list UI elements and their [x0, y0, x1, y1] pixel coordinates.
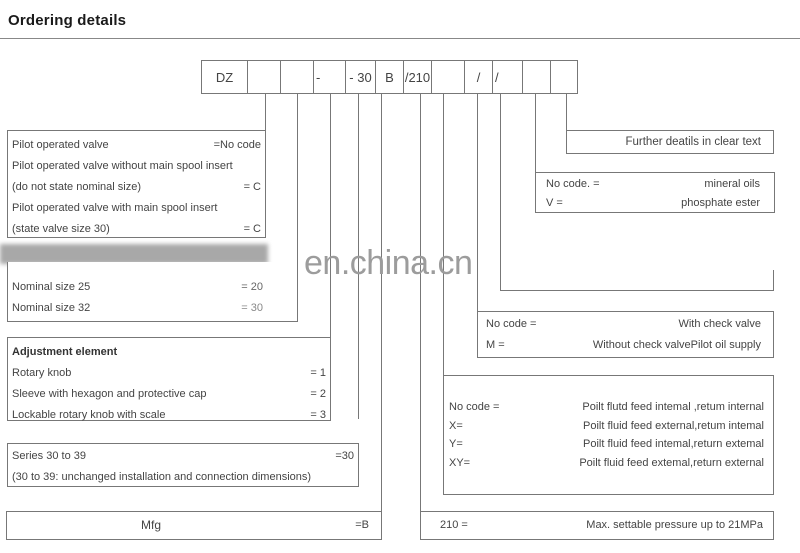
watermark: en.china.cn: [304, 244, 473, 282]
option-row: M = Without check valvePilot oil supply: [486, 338, 761, 351]
option-row: Pilot operated valve =No code: [12, 138, 261, 151]
option-row: Rotary knob = 1: [12, 366, 326, 379]
connector-line: [265, 94, 266, 130]
option-row: XY= Poilt fluid feed extemal,return external: [449, 456, 764, 469]
option-row: Pilot operated valve with main spool insert: [12, 201, 218, 214]
code-cell-series: - 30: [346, 61, 376, 93]
order-code-bar: [201, 60, 578, 94]
code-cell-10: /: [493, 61, 523, 93]
adjustment-element-box: [7, 337, 331, 421]
page-title: Ordering details: [8, 12, 127, 29]
option-row: Series 30 to 39 =30: [12, 449, 354, 462]
option-row: (30 to 39: unchanged installation and connection dimensions): [12, 470, 312, 483]
code-cell-4: -: [314, 61, 346, 93]
mfg-label: Mfg: [141, 518, 162, 532]
option-row: Pilot operated valve without main spool insert: [12, 159, 233, 172]
option-row: (do not state nominal size) = C: [12, 180, 261, 193]
code-cell-type: DZ: [202, 61, 248, 93]
option-row: Nominal size 32 = 30: [12, 301, 263, 314]
option-row: V = phosphate ester: [546, 196, 760, 209]
section-heading: Adjustment element: [12, 345, 118, 358]
further-details-text: Further deatils in clear text: [625, 136, 761, 148]
code-cell-8: [432, 61, 465, 93]
connector-line: [500, 290, 774, 291]
pressure-desc: Max. settable pressure up to 21MPa: [586, 519, 763, 531]
pilot-valve-box: [7, 130, 266, 238]
connector-line: [500, 94, 501, 290]
check-valve-box: [477, 311, 774, 358]
pressure-code: 210 =: [440, 519, 468, 531]
title-divider: [0, 38, 800, 39]
pressure-box: [420, 511, 774, 540]
mfg-code: =B: [355, 519, 369, 531]
option-row: Sleeve with hexagon and protective cap = 2: [12, 387, 326, 400]
code-cell-pressure: /210: [404, 61, 432, 93]
option-row: X= Poilt fluid feed external,retum intemal: [449, 419, 764, 432]
connector-line: [566, 94, 567, 132]
obscured-region: [0, 244, 268, 264]
option-row: Nominal size 25 = 20: [12, 280, 263, 293]
pilot-fluid-box: [443, 375, 774, 495]
nominal-size-box: [7, 262, 298, 322]
option-row: (state valve size 30) = C: [12, 222, 261, 235]
code-cell-12: [551, 61, 577, 93]
seal-material-box: [535, 172, 775, 213]
option-row: No code. = mineral oils: [546, 177, 760, 190]
connector-line: [420, 94, 421, 511]
option-row: No code = Poilt flutd feed intemal ,retum internal: [449, 401, 764, 414]
connector-line: [381, 94, 382, 511]
option-row: No code = With check valve: [486, 317, 761, 330]
connector-line: [330, 94, 331, 337]
code-cell-9: /: [465, 61, 493, 93]
option-row: Y= Poilt fluid feed intemal,return extemal: [449, 438, 764, 451]
code-cell-mfg: B: [376, 61, 404, 93]
series-box: [7, 443, 359, 487]
option-row: Lockable rotary knob with scale = 3: [12, 408, 326, 421]
connector-line: [535, 94, 536, 172]
connector-line: [443, 94, 444, 375]
further-details-box: [566, 130, 774, 154]
connector-line: [773, 270, 774, 291]
code-cell-2: [248, 61, 281, 93]
mfg-box: [6, 511, 382, 540]
code-cell-11: [523, 61, 551, 93]
code-cell-3: [281, 61, 314, 93]
connector-line: [477, 94, 478, 312]
